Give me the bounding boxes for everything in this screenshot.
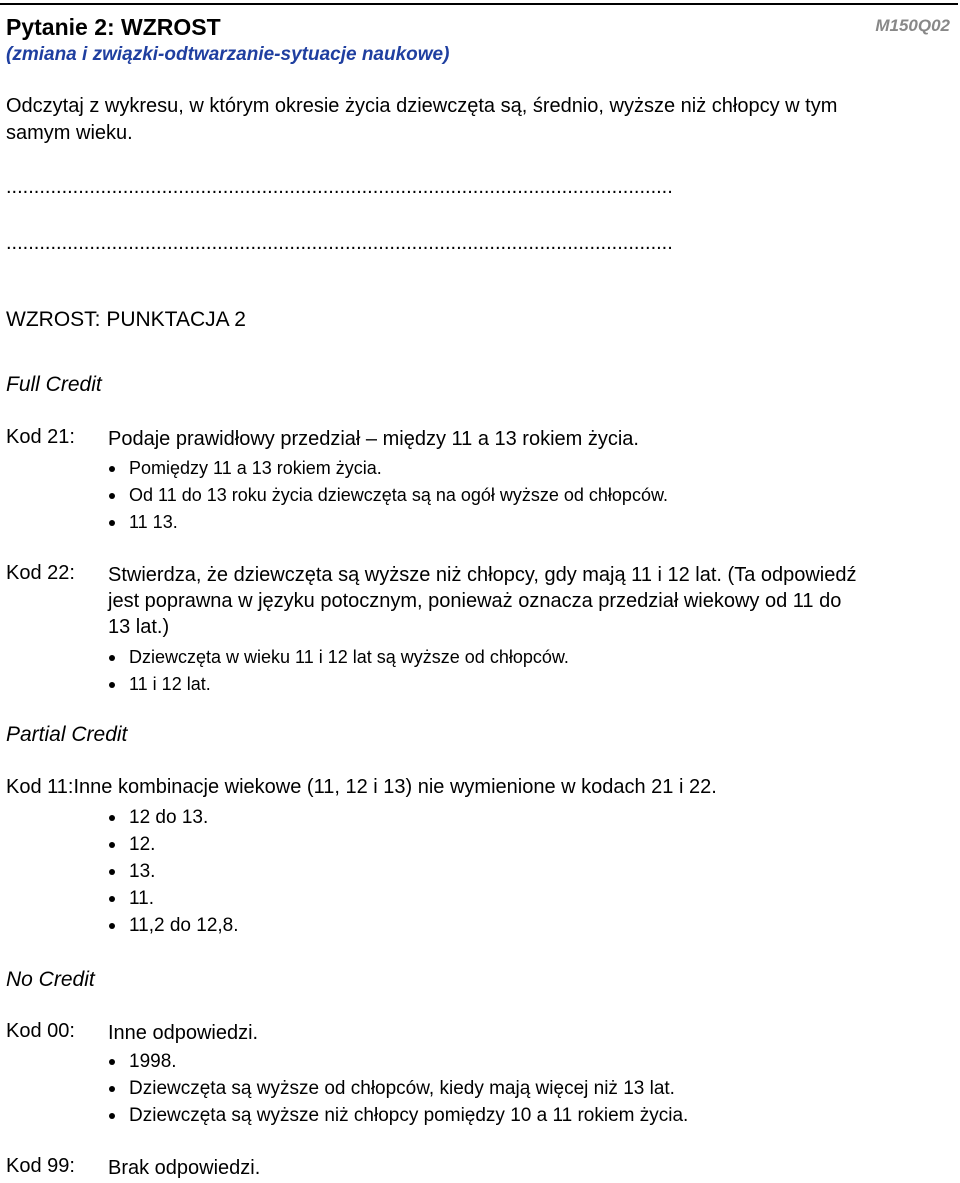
- kod22-examples: [108, 644, 569, 698]
- list-item: Dziewczęta są wyższe niż chłopcy pomiędzy 10 a 11 rokiem życia.: [108, 1102, 688, 1129]
- kod00-description: Inne odpowiedzi.: [108, 1022, 259, 1044]
- kod99-description: Brak odpowiedzi.: [108, 1157, 261, 1179]
- kod11-description: Kod 11:Inne kombinacje wiekowe (11, 12 i 13) nie wymienione w kodach 21 i 22.: [6, 776, 717, 798]
- scoring-title: WZROST: PUNKTACJA 2: [6, 308, 246, 331]
- kod22-code: Kod 22:: [6, 562, 75, 584]
- list-item: 12.: [108, 831, 239, 858]
- kod00-code: Kod 00:: [6, 1020, 75, 1042]
- list-item: Dziewczęta są wyższe od chłopców, kiedy mają więcej niż 13 lat.: [108, 1075, 688, 1102]
- list-item: 1998.: [108, 1048, 688, 1075]
- list-item: Od 11 do 13 roku życia dziewczęta są na ogół wyższe od chłopców.: [108, 482, 668, 509]
- list-item: 11 13.: [108, 509, 668, 536]
- list-item: 11,2 do 12,8.: [108, 912, 239, 939]
- list-item: 11 i 12 lat.: [108, 671, 569, 698]
- kod00-examples: [108, 1048, 688, 1129]
- list-item: Pomiędzy 11 a 13 rokiem życia.: [108, 455, 668, 482]
- kod21-code: Kod 21:: [6, 426, 75, 448]
- list-item: 11.: [108, 885, 239, 912]
- question-title: Pytanie 2: WZROST: [6, 14, 221, 40]
- list-item: 12 do 13.: [108, 804, 239, 831]
- question-subtitle: (zmiana i związki-odtwarzanie-sytuacje naukowe): [6, 44, 450, 65]
- answer-line-2: ........................................................................................................................: [6, 232, 673, 254]
- top-rule: [0, 3, 958, 5]
- kod22-description: Stwierdza, że dziewczęta są wyższe niż chłopcy, gdy mają 11 i 12 lat. (Ta odpowiedź jest poprawna w języku potocznym, ponieważ oznacza przedział wiekowy od 11 do 13 lat.): [108, 564, 857, 638]
- answer-line-1: ........................................................................................................................: [6, 176, 673, 198]
- question-text: Odczytaj z wykresu, w którym okresie życia dziewczęta są, średnio, wyższe niż chłopcy w tym samym wieku.: [6, 95, 838, 144]
- no-credit-heading: No Credit: [6, 968, 95, 991]
- question-code: M150Q02: [875, 16, 950, 35]
- kod21-examples: [108, 455, 668, 536]
- kod11-examples: [108, 804, 239, 939]
- partial-credit-heading: Partial Credit: [6, 723, 128, 746]
- full-credit-heading: Full Credit: [6, 373, 102, 396]
- kod99-code: Kod 99:: [6, 1155, 75, 1177]
- list-item: 13.: [108, 858, 239, 885]
- kod21-description: Podaje prawidłowy przedział – między 11 a 13 rokiem życia.: [108, 428, 639, 450]
- list-item: Dziewczęta w wieku 11 i 12 lat są wyższe od chłopców.: [108, 644, 569, 671]
